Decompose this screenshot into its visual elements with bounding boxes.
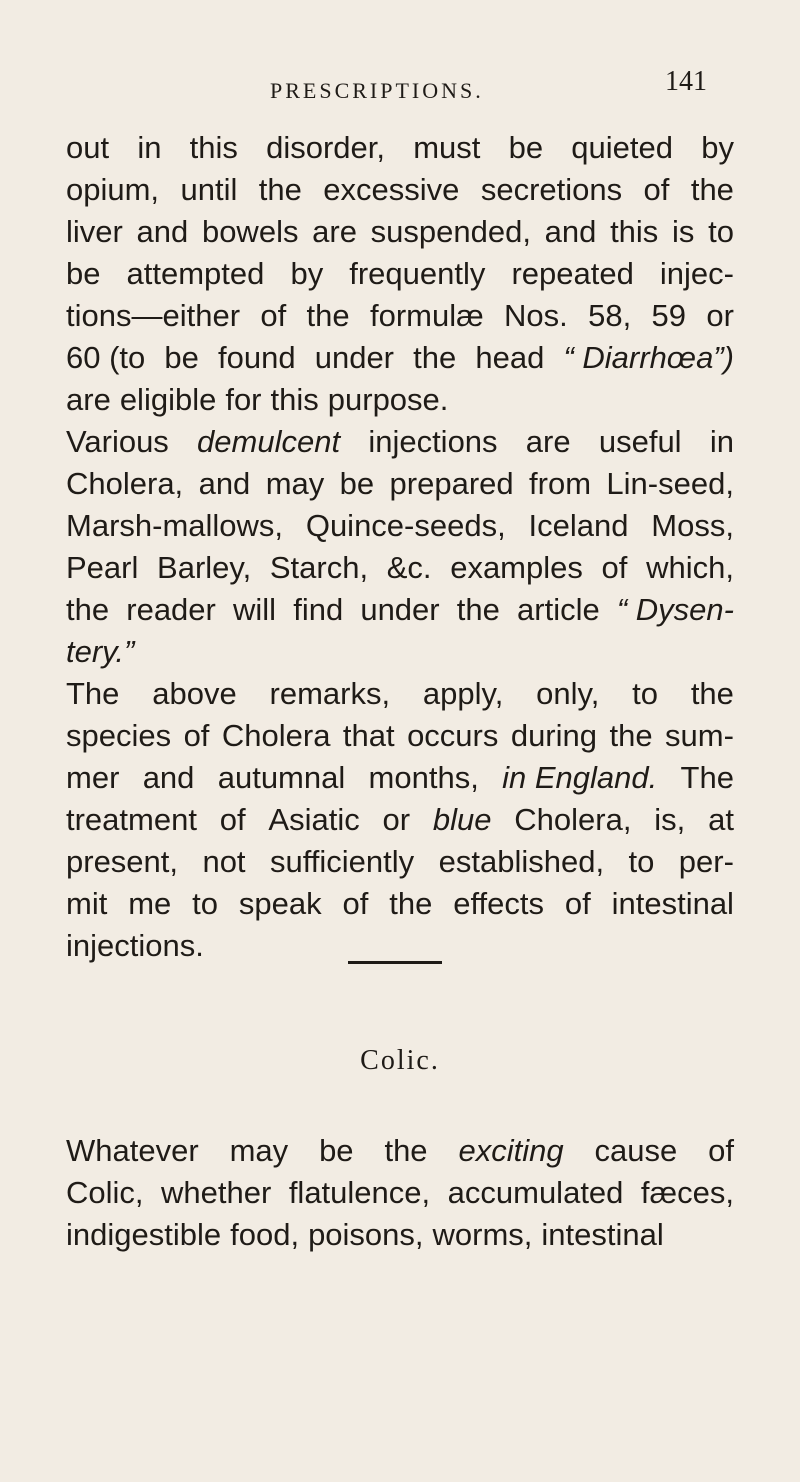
- word: be: [66, 256, 101, 291]
- word: suspended,: [370, 214, 531, 249]
- word: speak: [238, 886, 322, 921]
- word: above: [152, 676, 237, 711]
- running-head: PRESCRIPTIONS.: [270, 78, 484, 103]
- word: be: [508, 130, 544, 165]
- word: secretions: [480, 172, 623, 207]
- word: whether: [161, 1175, 272, 1210]
- word: mit: [66, 886, 108, 921]
- word: Various: [66, 424, 169, 459]
- word: of: [183, 718, 210, 753]
- word: intestinal: [541, 1217, 664, 1252]
- word: be: [339, 466, 375, 501]
- word: of: [342, 886, 369, 921]
- word: 60 (to: [66, 340, 146, 375]
- text-line: [66, 379, 734, 421]
- word: apply,: [422, 676, 504, 711]
- word: Pearl: [66, 550, 139, 585]
- word: prepared: [389, 466, 514, 501]
- word: tery.”: [66, 634, 135, 669]
- word: exciting: [458, 1133, 564, 1168]
- paragraph-4: [66, 1130, 734, 1256]
- word: Whatever: [66, 1133, 199, 1168]
- word: bowels: [201, 214, 299, 249]
- word: of: [260, 298, 287, 333]
- word: or: [382, 802, 411, 837]
- word: The: [66, 676, 120, 711]
- word: injections: [368, 424, 498, 459]
- text-line: [66, 127, 734, 169]
- word: disorder,: [266, 130, 386, 165]
- word: autumnal: [217, 760, 346, 795]
- word: by: [701, 130, 734, 165]
- word: to: [708, 214, 734, 249]
- word: by: [290, 256, 324, 291]
- word: the: [389, 886, 433, 921]
- word: me: [128, 886, 172, 921]
- word: be: [319, 1133, 354, 1168]
- paragraph-3: [66, 673, 734, 967]
- word: the: [66, 592, 110, 627]
- word: &c.: [386, 550, 432, 585]
- word: Iceland: [528, 508, 629, 543]
- word: that: [342, 718, 395, 753]
- text-line: [66, 1130, 734, 1172]
- word: the: [690, 172, 734, 207]
- word: established,: [438, 844, 605, 879]
- word: this: [270, 382, 319, 417]
- word: formulæ: [369, 298, 484, 333]
- word: under: [360, 592, 440, 627]
- word: found: [218, 340, 296, 375]
- text-line: [66, 211, 734, 253]
- word: purpose.: [327, 382, 449, 417]
- word: poisons,: [308, 1217, 424, 1252]
- word: for: [225, 382, 262, 417]
- word: are: [312, 214, 357, 249]
- section-title: Colic.: [360, 1045, 440, 1076]
- word: at: [708, 802, 734, 837]
- page-number: 141: [665, 66, 707, 97]
- word: must: [413, 130, 481, 165]
- word: attempted: [126, 256, 265, 291]
- word: may: [265, 466, 325, 501]
- word: is,: [654, 802, 686, 837]
- word: frequently: [349, 256, 486, 291]
- text-line: [66, 169, 734, 211]
- word: are: [66, 382, 111, 417]
- word: Cholera,: [66, 466, 184, 501]
- word: Cholera: [221, 718, 331, 753]
- word: of: [601, 550, 628, 585]
- paragraph-1: [66, 127, 734, 421]
- word: demulcent: [197, 424, 341, 459]
- word: this: [610, 214, 659, 249]
- word: remarks,: [269, 676, 391, 711]
- text-line: [66, 883, 734, 925]
- word: of: [564, 886, 591, 921]
- word: in: [709, 424, 734, 459]
- word: sum-: [665, 718, 734, 753]
- word: Colic,: [66, 1175, 144, 1210]
- word: from: [529, 466, 592, 501]
- text-line: [66, 715, 734, 757]
- word: will: [233, 592, 277, 627]
- text-line: [66, 337, 734, 379]
- word: to: [192, 886, 219, 921]
- text-line: [66, 463, 734, 505]
- word: article: [517, 592, 600, 627]
- word: food,: [230, 1217, 300, 1252]
- word: be: [164, 340, 199, 375]
- word: occurs: [407, 718, 499, 753]
- word: only,: [536, 676, 600, 711]
- word: eligible: [119, 382, 217, 417]
- body-text-bottom: [66, 1130, 734, 1256]
- word: the: [690, 676, 734, 711]
- text-line: [66, 1172, 734, 1214]
- word: months,: [368, 760, 479, 795]
- word: the: [413, 340, 457, 375]
- word: of: [219, 802, 246, 837]
- word: is: [672, 214, 695, 249]
- word: are: [525, 424, 571, 459]
- word: the: [384, 1133, 428, 1168]
- word: liver: [66, 214, 123, 249]
- word: species: [66, 718, 172, 753]
- word: tions—either: [66, 298, 241, 333]
- word: of: [708, 1133, 734, 1168]
- word: the: [258, 172, 302, 207]
- text-line: [66, 253, 734, 295]
- word: head: [475, 340, 545, 375]
- word: mer: [66, 760, 120, 795]
- word: intestinal: [611, 886, 734, 921]
- word: until: [180, 172, 238, 207]
- word: cause: [594, 1133, 678, 1168]
- word: “ Diarrhœa”): [563, 340, 734, 375]
- word: may: [229, 1133, 289, 1168]
- word: repeated: [511, 256, 634, 291]
- text-line: [66, 547, 734, 589]
- paragraph-2: [66, 421, 734, 673]
- text-line: [66, 673, 734, 715]
- word: the: [609, 718, 653, 753]
- word: fæces,: [640, 1175, 734, 1210]
- body-text-top: [66, 127, 734, 967]
- text-line: [66, 421, 734, 463]
- word: “ Dysen-: [616, 592, 734, 627]
- word: examples: [450, 550, 583, 585]
- word: the: [456, 592, 500, 627]
- word: injections.: [66, 928, 204, 963]
- word: and: [544, 214, 597, 249]
- word: not: [202, 844, 246, 879]
- word: accumulated: [447, 1175, 624, 1210]
- word: Quince-seeds,: [305, 508, 506, 543]
- word: out: [66, 130, 110, 165]
- word: injec-: [659, 256, 734, 291]
- word: during: [510, 718, 598, 753]
- text-line: [66, 841, 734, 883]
- word: Barley,: [157, 550, 252, 585]
- word: excessive: [323, 172, 460, 207]
- text-line: [66, 757, 734, 799]
- word: the: [306, 298, 350, 333]
- word: flatulence,: [288, 1175, 431, 1210]
- word: of: [643, 172, 670, 207]
- word: under: [314, 340, 395, 375]
- text-line: [66, 505, 734, 547]
- word: per-: [678, 844, 734, 879]
- word: effects: [453, 886, 544, 921]
- word: Nos.: [504, 298, 568, 333]
- word: The: [680, 760, 734, 795]
- word: and: [136, 214, 189, 249]
- word: to: [632, 676, 658, 711]
- word: in: [137, 130, 162, 165]
- word: find: [293, 592, 344, 627]
- word: Lin-seed,: [606, 466, 734, 501]
- word: Starch,: [269, 550, 369, 585]
- word: or: [706, 298, 734, 333]
- word: blue: [432, 802, 492, 837]
- word: this: [189, 130, 238, 165]
- word: Cholera,: [514, 802, 632, 837]
- word: and: [198, 466, 251, 501]
- word: opium,: [66, 172, 160, 207]
- word: useful: [598, 424, 682, 459]
- word: reader: [126, 592, 216, 627]
- word: to: [628, 844, 655, 879]
- word: Asiatic: [268, 802, 360, 837]
- text-line: [66, 589, 734, 631]
- word: Moss,: [651, 508, 734, 543]
- text-line: [66, 295, 734, 337]
- text-line: [66, 631, 734, 673]
- word: present,: [66, 844, 179, 879]
- word: which,: [646, 550, 734, 585]
- word: Marsh-mallows,: [66, 508, 284, 543]
- word: indigestible: [66, 1217, 222, 1252]
- word: sufficiently: [270, 844, 415, 879]
- word: quieted: [571, 130, 674, 165]
- word: worms,: [432, 1217, 533, 1252]
- word: 59: [651, 298, 687, 333]
- word: and: [142, 760, 195, 795]
- word: treatment: [66, 802, 197, 837]
- word: 58,: [588, 298, 632, 333]
- text-line: [66, 1214, 734, 1256]
- section-divider: [348, 961, 442, 964]
- text-line: [66, 799, 734, 841]
- word: in England.: [502, 760, 658, 795]
